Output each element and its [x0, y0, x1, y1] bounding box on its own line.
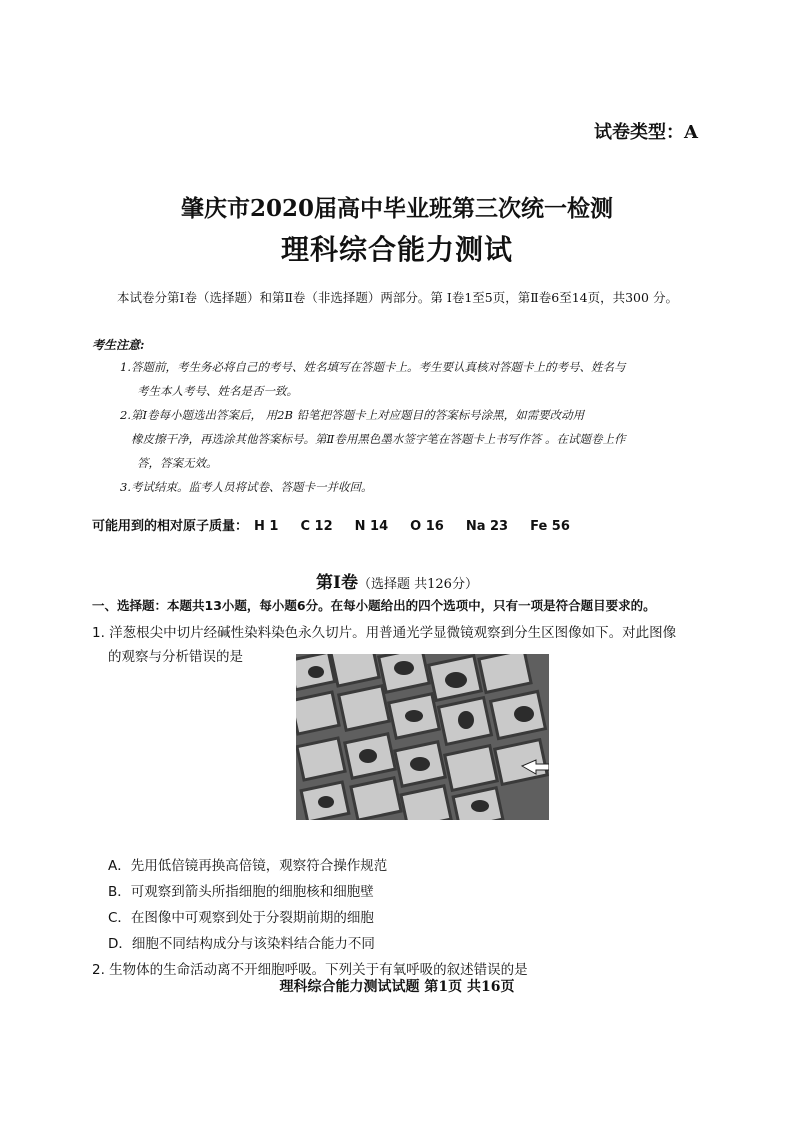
atomic-mass-line [92, 515, 592, 534]
atomic-mass-item: Fe 56 [530, 519, 570, 534]
notice-item: 答，答案无效。 [137, 456, 218, 470]
question-1-option-c: C．在图像中可观察到处于分裂期前期的细胞 [108, 910, 374, 926]
notice-item: 1.答题前，考生务必将自己的考号、姓名填写在答题卡上。考生要认真核对答题卡上的考号、姓名与 [120, 360, 626, 374]
question-1-option-b: B．可观察到箭头所指细胞的细胞核和细胞壁 [108, 884, 374, 900]
exam-title: 肇庆市2020届高中毕业班第三次统一检测 [180, 195, 613, 222]
notice-item: 考生本人考号、姓名是否一致。 [137, 384, 298, 398]
question-1-option-a: A．先用低倍镜再换高倍镜，观察符合操作规范 [108, 858, 388, 874]
section-instruction: 一、选择题：本题共13小题，每小题6分。在每小题给出的四个选项中，只有一项是符合题目要求的。 [92, 598, 656, 613]
atomic-mass-label: 可能用到的相对原子质量： [92, 519, 249, 534]
question-1-option-d: D．细胞不同结构成分与该染料结合能力不同 [108, 936, 375, 952]
section-subtitle: （选择题 共126分） [358, 577, 478, 592]
question-1-stem: 1. 洋葱根尖中切片经碱性染料染色永久切片。用普通光学显微镜观察到分生区图像如下。对此图像 [92, 625, 677, 641]
atomic-mass-item: C 12 [300, 519, 333, 534]
section-heading [0, 568, 794, 593]
exam-subtitle: 理科综合能力测试 [280, 233, 513, 266]
atomic-mass-item: H 1 [254, 519, 279, 534]
micrograph-image [296, 654, 549, 820]
notice-item: 2.第Ⅰ卷每小题选出答案后， 用2B 铅笔把答题卡上对应题目的答案标号涂黑，如需要改动用 [120, 408, 585, 422]
section-title: 第Ⅰ卷 [316, 573, 358, 593]
notice-heading: 考生注意: [92, 338, 145, 352]
question-2-stem: 2. 生物体的生命活动离不开细胞呼吸。下列关于有氧呼吸的叙述错误的是 [92, 962, 528, 978]
question-1-stem-cont: 的观察与分析错误的是 [108, 649, 243, 665]
paper-type-label: 试卷类型：A [594, 122, 698, 143]
atomic-mass-item: O 16 [410, 519, 444, 534]
notice-item: 3.考试结束。监考人员将试卷、答题卡一并收回。 [120, 480, 373, 494]
notice-item: 橡皮擦干净，再选涂其他答案标号。第Ⅱ卷用黑色墨水签字笔在答题卡上书写作答 。在试题卷上作 [131, 432, 626, 446]
intro-paragraph: 本试卷分第Ⅰ卷（选择题）和第Ⅱ卷（非选择题）两部分。第 Ⅰ卷1至5页，第Ⅱ卷6至14页，共300 分。 [117, 290, 678, 305]
page-footer: 理科综合能力测试试题 第1页 共16页 [279, 979, 515, 995]
atomic-mass-item: Na 23 [465, 519, 509, 534]
atomic-mass-item: N 14 [354, 519, 389, 534]
